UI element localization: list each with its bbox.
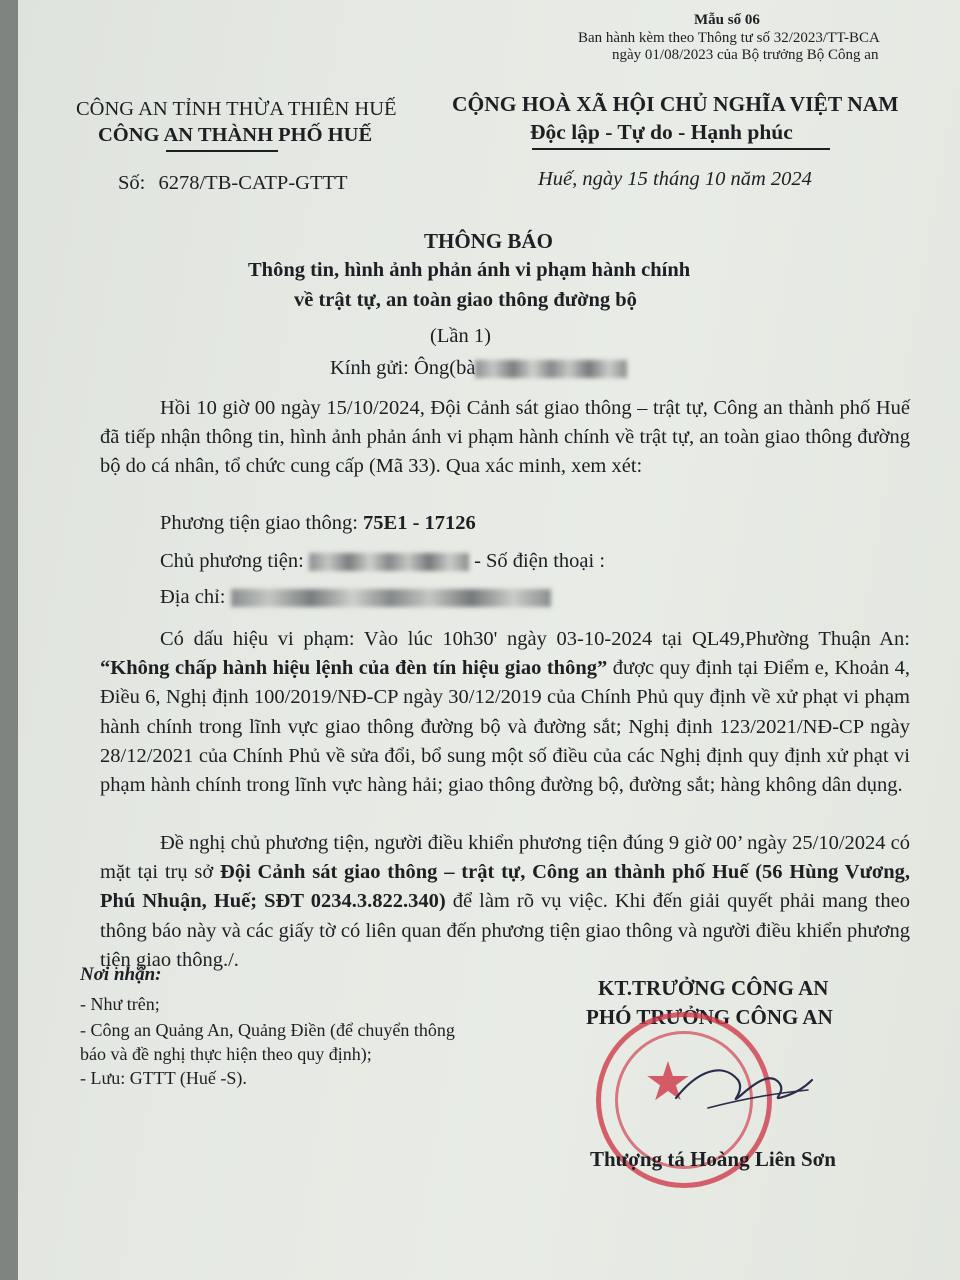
national-motto: Độc lập - Tự do - Hạnh phúc: [530, 120, 793, 144]
recipients-item3: - Lưu: GTTT (Huế -S).: [80, 1068, 247, 1088]
violation-quote: “Không chấp hành hiệu lệnh của đèn tín hiệu giao thông”: [100, 657, 608, 680]
recipients-title: Nơi nhận:: [80, 964, 162, 985]
country-name: CỘNG HOÀ XÃ HỘI CHỦ NGHĨA VIỆT NAM: [452, 92, 899, 116]
paragraph-request: [100, 829, 910, 975]
agency-name: CÔNG AN TỈNH THỪA THIÊN HUẾ: [76, 98, 397, 120]
vehicle-label: Phương tiện giao thông:: [160, 512, 358, 534]
iteration: (Lần 1): [430, 325, 491, 347]
doc-title: THÔNG BÁO: [424, 229, 553, 253]
recipient-label: Kính gửi: Ông(bà: [330, 357, 476, 379]
place-date: Huế, ngày 15 tháng 10 năm 2024: [538, 168, 812, 190]
violation-legal-basis: được quy định tại Điểm e, Khoản 4, Điều 6, Nghị định 100/2019/NĐ-CP ngày 30/12/2019 của Chính Phủ quy định về xử phạt vi phạm hành chính trong lĩnh vực giao thông đường bộ và đường sắt; Nghị định 123/2021/NĐ-CP ngày 28/12/2021 của Chính Phủ về sửa đổi, bổ sung một số điều của các Nghị định quy định xử phạt vi phạm hành chính trong lĩnh vực hàng hải; giao thông đường bộ, đường sắt; hàng không dân dụng.: [100, 657, 910, 797]
unit-underline: [166, 150, 278, 152]
seal-star-icon: ★: [643, 1050, 693, 1113]
owner-label: Chủ phương tiện:: [160, 550, 304, 572]
unit-name: CÔNG AN THÀNH PHỐ HUẾ: [98, 124, 373, 146]
form-issued-line2: ngày 01/08/2023 của Bộ trưởng Bộ Công an: [612, 47, 879, 63]
recipient-line: [330, 357, 627, 380]
doc-number: [118, 172, 348, 195]
form-issued-line1: Ban hành kèm theo Thông tư số 32/2023/TT-BCA: [578, 30, 880, 46]
document-page: [18, 0, 960, 1280]
recipients-item2a: - Công an Quảng An, Quảng Điền (để chuyển thông: [80, 1020, 455, 1040]
paragraph-intake: Hồi 10 giờ 00 ngày 15/10/2024, Đội Cảnh sát giao thông – trật tự, Công an thành phố Huế đã tiếp nhận thông tin, hình ảnh phản ánh vi phạm hành chính về trật tự, an toàn giao thông đường bộ do cá nhân, tổ chức cung cấp (Mã 33). Qua xác minh, xem xét:: [100, 397, 910, 478]
signature-title2: PHÓ TRƯỞNG CÔNG AN: [586, 1005, 833, 1029]
address-line: [160, 586, 551, 609]
request-rest: để làm rõ vụ việc. Khi đến giải quyết phải mang theo thông báo này và các giấy tờ có liên quan đến phương tiện giao thông và người điều khiển phương tiện giao thông./.: [100, 890, 910, 971]
recipients-item1: - Như trên;: [80, 994, 160, 1014]
owner-line: [160, 550, 605, 573]
form-number: Mẫu số 06: [694, 12, 760, 28]
signature-title1: KT.TRƯỞNG CÔNG AN: [598, 976, 829, 1000]
address-label: Địa chỉ:: [160, 586, 226, 608]
handwritten-signature: [668, 1050, 818, 1120]
recipients-item2b: báo và đề nghị thực hiện theo quy định);: [80, 1044, 372, 1064]
vehicle-line: [160, 512, 476, 535]
doc-subtitle-line2: về trật tự, an toàn giao thông đường bộ: [294, 289, 637, 311]
doc-number-label: Số:: [118, 172, 146, 194]
request-intro: Đề nghị chủ phương tiện, người điều khiển phương tiện đúng 9 giờ 00’ ngày 25/10/2024 có mặt tại trụ sở: [100, 832, 910, 884]
vehicle-plate: 75E1 - 17126: [363, 512, 476, 534]
signer-name: Thượng tá Hoàng Liên Sơn: [590, 1147, 836, 1171]
violation-intro: Có dấu hiệu vi phạm: Vào lúc 10h30' ngày 03-10-2024 tại QL49,Phường Thuận An:: [160, 628, 910, 650]
doc-subtitle-line1: Thông tin, hình ảnh phản ánh vi phạm hành chính: [248, 259, 691, 281]
phone-label: - Số điện thoại :: [474, 550, 606, 572]
redacted-address: [231, 589, 551, 607]
doc-number-value: 6278/TB-CATP-GTTT: [158, 172, 348, 194]
motto-underline: [532, 148, 830, 150]
redacted-owner-name: [309, 553, 469, 571]
paragraph-violation: [100, 625, 910, 800]
request-office: Đội Cảnh sát giao thông – trật tự, Công an thành phố Huế (56 Hùng Vương, Phú Nhuận, Huế; SĐT 0234.3.822.340): [100, 861, 910, 913]
redacted-recipient-name: [475, 360, 627, 378]
